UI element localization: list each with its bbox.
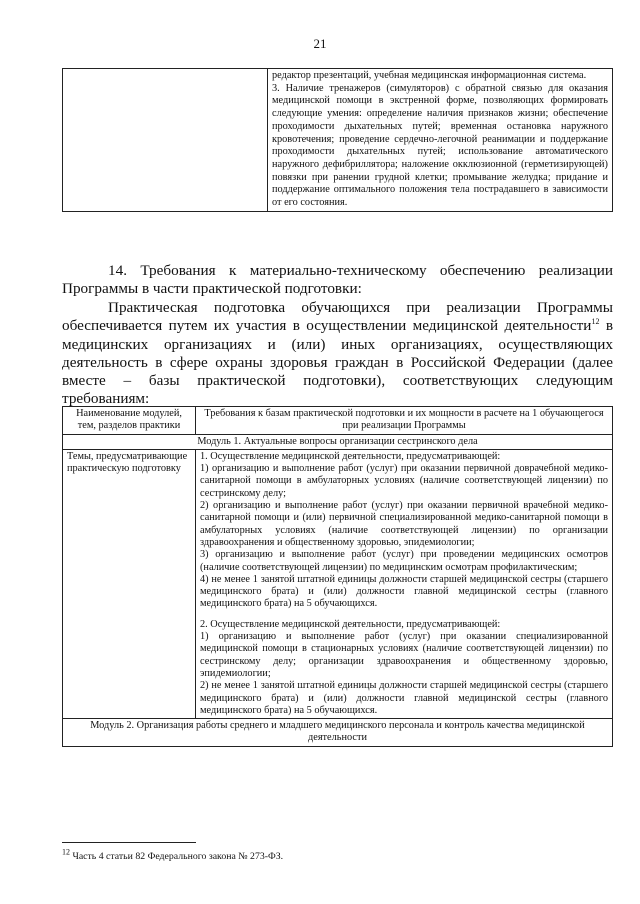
header-col2: Требования к базам практической подготовки и их мощности в расчете на 1 обучающегося при реализации Программы [196, 407, 613, 435]
section-heading-text: 14. Требования к материально-техническому обеспечению реализации Программы в части практической подготовки: [62, 262, 613, 298]
header-col1: Наименование модулей, тем, разделов практики [63, 407, 196, 435]
paragraph-text: Практическая подготовка обучающихся при реализации Программы обеспечивается путем их участия в осуществлении медицинской деятельности [62, 299, 613, 335]
footnote [62, 847, 284, 862]
spacer [200, 611, 608, 619]
table-row [63, 69, 613, 212]
footnote-divider [62, 842, 196, 843]
footnote-text: Часть 4 статьи 82 Федерального закона № 273-ФЗ. [70, 851, 284, 862]
page-number: 21 [313, 36, 327, 51]
list-item: 1. Осуществление медицинской деятельности, предусматривающей: [200, 450, 501, 462]
footnote-ref: 12 [591, 317, 600, 327]
footnote-number: 12 [62, 847, 70, 857]
row-label: Темы, предусматривающие практическую подготовку [63, 449, 196, 718]
section-paragraph [62, 299, 613, 409]
module2-title: Модуль 2. Организация работы среднего и младшего медицинского персонала и контроль качества медицинской деятельности [63, 719, 613, 747]
list-item: 1) организацию и выполнение работ (услуг) при оказании специализированной медицинской помощи в стационарных условиях (наличие соответствующей лицензии) по сестринскому делу; организации здравоохранения и общественному здоровью, эпидемиологии; [200, 631, 608, 679]
continued-table [62, 68, 613, 212]
list-item: 3. Наличие тренажеров (симуляторов) с обратной связью для оказания медицинской помощи в экстренной форме, позволяющих формировать следующие умения: определение наличия признаков жизни; обеспечение проходимости дыхательных путей; временная остановка наружного кровотечения; проведение сердечно-легочной реанимации и поддержание проходимости дыхательных путей; использование автоматического наружного дефибриллятора; наложение окклюзионной (герметизирующей) повязки при ранении грудной клетки; промывание желудка; придание и поддержание оптимального положения тела пострадавшего в зависимости от его состояния. [272, 82, 608, 209]
requirements-table [62, 406, 613, 747]
list-item: 3) организацию и выполнение работ (услуг) при проведении медицинских осмотров (наличие соответствующей лицензии) по медицинским осмотрам профилактическим; [200, 549, 608, 573]
list-item: 2. Осуществление медицинской деятельности, предусматривающей: [200, 618, 501, 630]
list-item: 2) организацию и выполнение работ (услуг) при оказании первичной врачебной медико-санитарной помощи и (или) первичной специализированной медико-санитарной помощи в амбулаторных условиях (наличие соответствующей лицензии) по организации здравоохранения и общественному здоровью, эпидемиологии; [200, 500, 608, 548]
module1-title: Модуль 1. Актуальные вопросы организации сестринского дела [63, 434, 613, 449]
list-item: 1) организацию и выполнение работ (услуг) при оказании первичной доврачебной медико-санитарной помощи в амбулаторных условиях (наличие соответствующей лицензии) по сестринскому делу; [200, 463, 608, 499]
table-header-row [63, 407, 613, 435]
section-heading [62, 262, 613, 299]
requirements-cell [196, 449, 613, 718]
equipment-cell [268, 69, 613, 212]
list-item: 2) не менее 1 занятой штатной единицы должности старшей медицинской сестры (старшего медицинского брата) и (или) должности главной медицинской сестры (главного медицинского брата) на 5 обучающихся. [200, 680, 608, 716]
paragraph-text: в медицинских организациях и (или) иных организациях, осуществляющих деятельность в сфере охраны здоровья граждан в Российской Федерации (далее вместе – базы практической подготовки), соответствующих следующим требованиям: [62, 317, 614, 408]
table-row [63, 449, 613, 718]
module-row [63, 434, 613, 449]
list-item: редактор презентаций, учебная медицинская информационная система. [272, 70, 587, 81]
list-item: 4) не менее 1 занятой штатной единицы должности старшей медицинской сестры (старшего медицинского брата) и (или) должности главной медицинской сестры (главного медицинского брата) на 5 обучающихся. [200, 573, 608, 610]
module-row [63, 719, 613, 747]
empty-cell [63, 69, 268, 212]
